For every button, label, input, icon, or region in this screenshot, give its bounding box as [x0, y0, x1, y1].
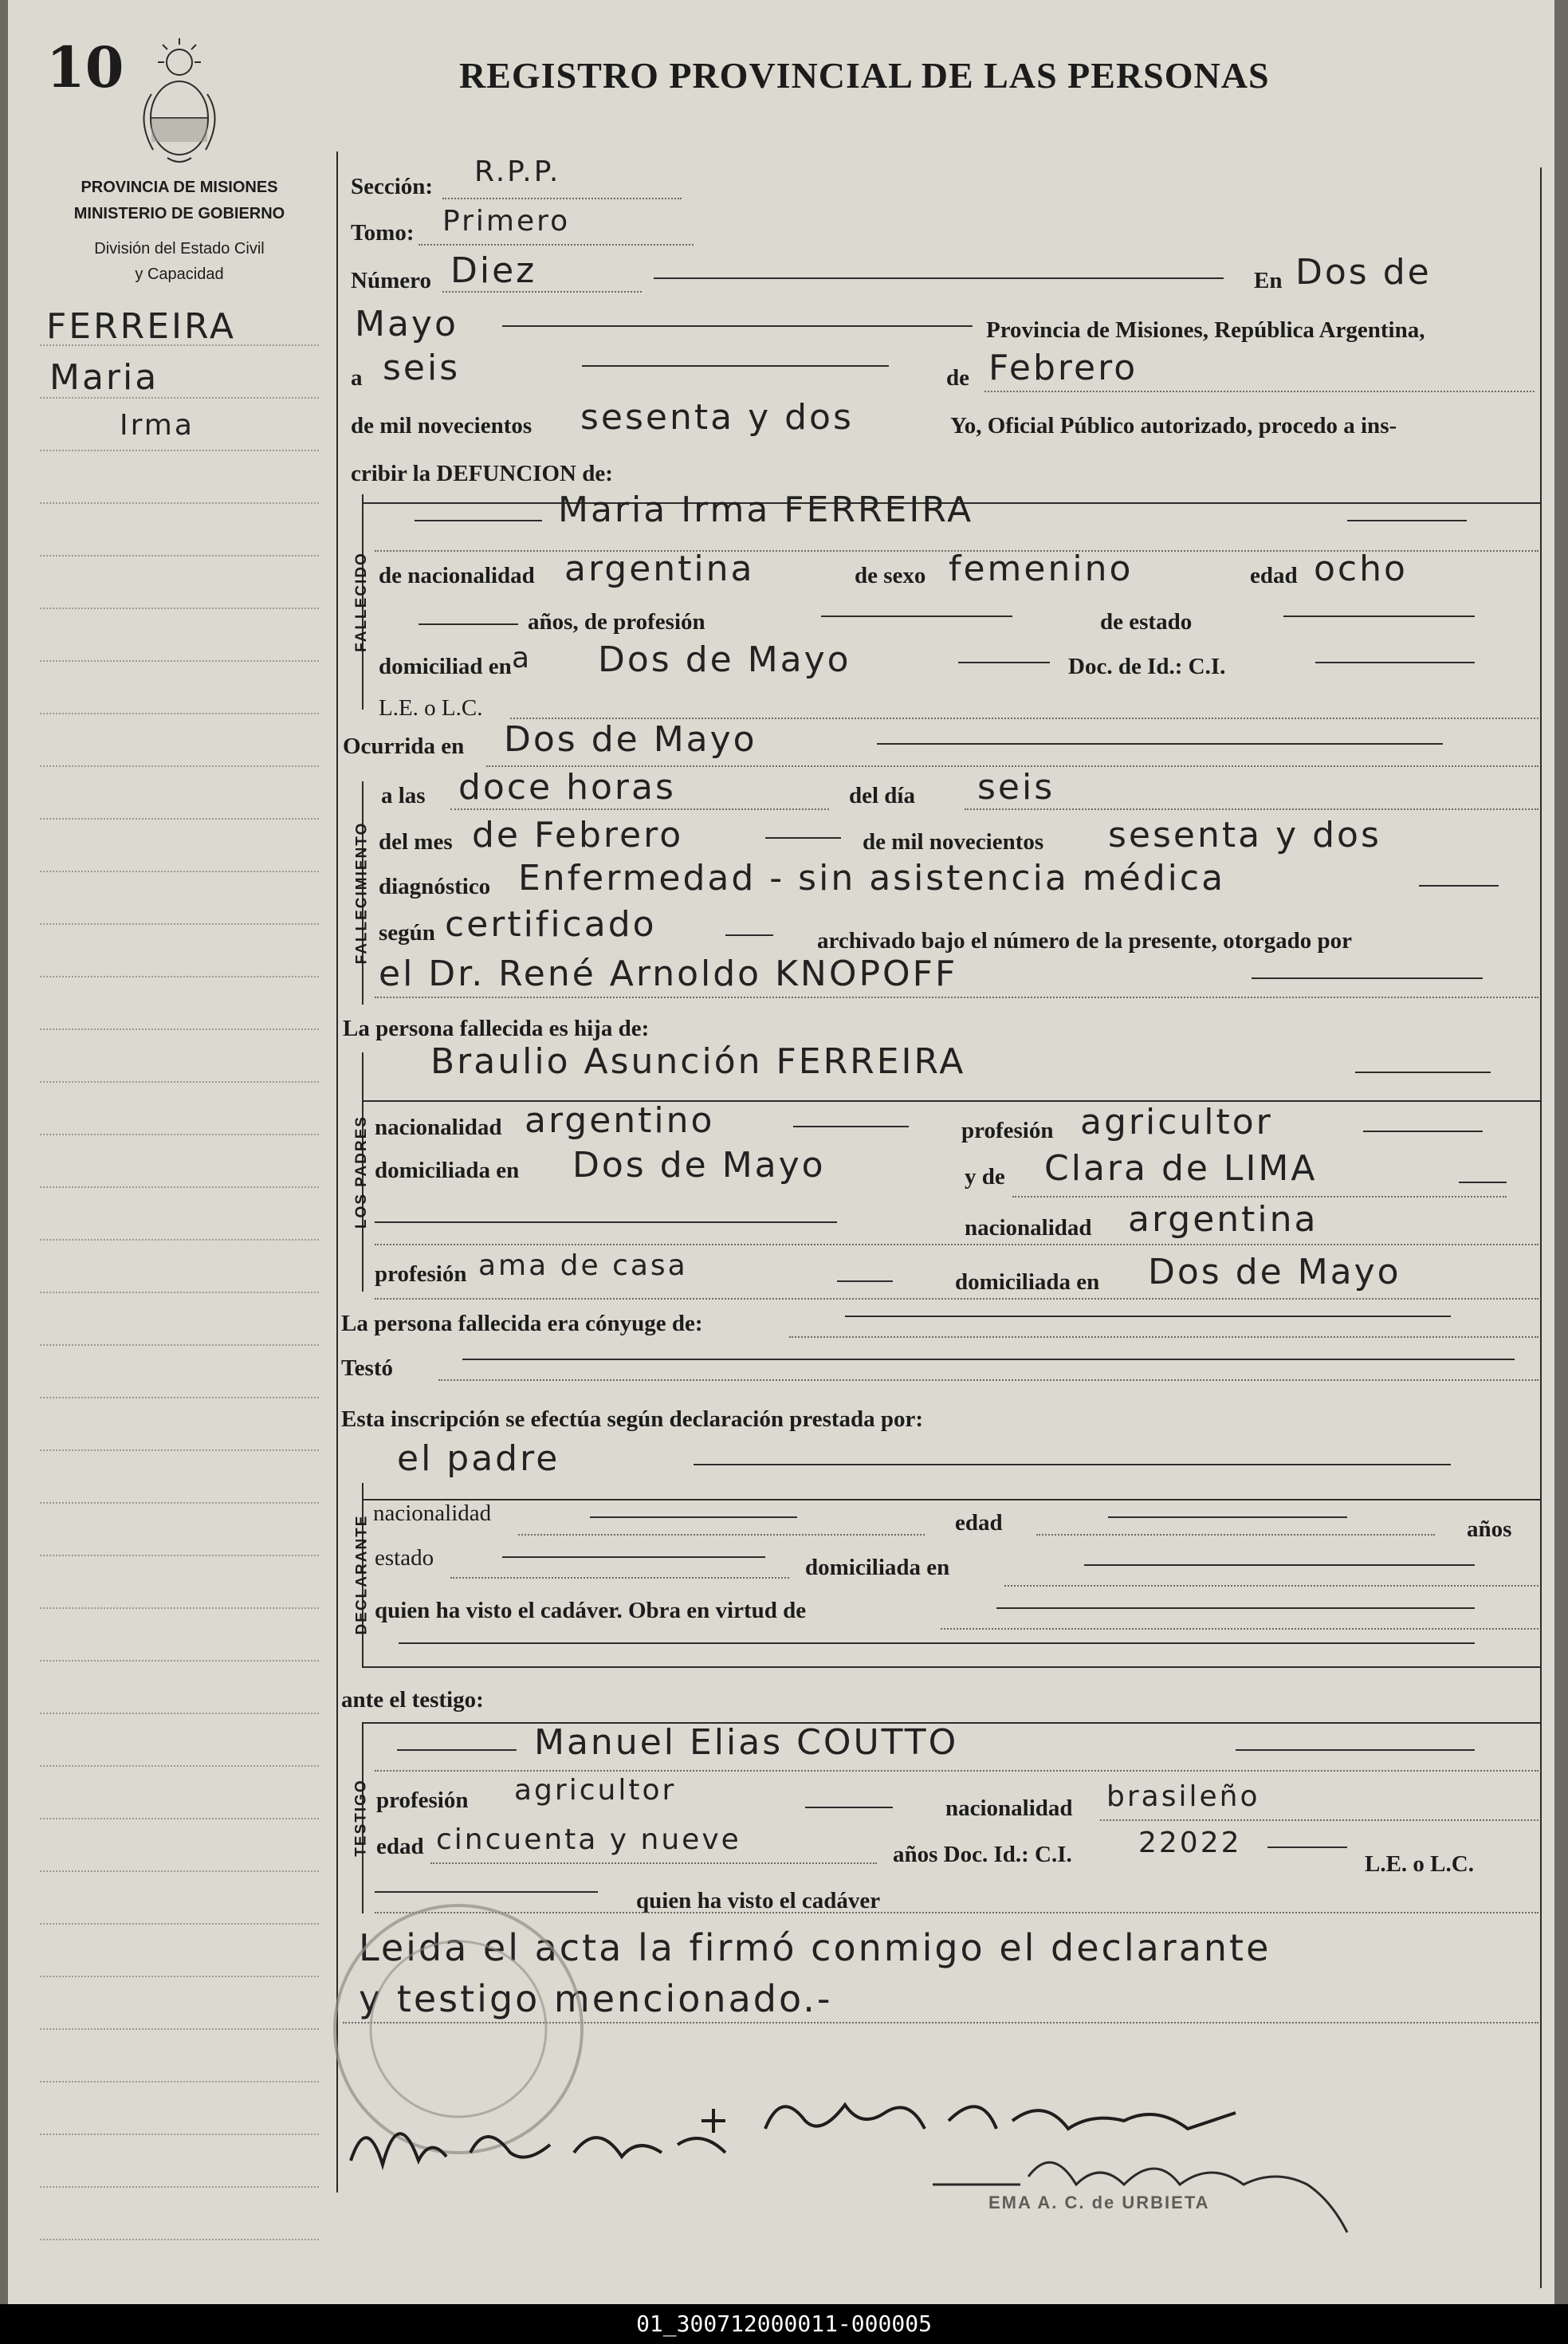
value-testigo: Manuel Elias COUTTO	[534, 1722, 959, 1763]
margin-line	[40, 1660, 319, 1662]
blank	[450, 1577, 789, 1579]
dash	[1236, 1749, 1475, 1751]
value-nacionalidad: argentina	[564, 549, 755, 589]
margin-middle-name: Irma	[120, 409, 195, 442]
value-padre-dom: Dos de Mayo	[572, 1145, 826, 1186]
margin-line	[40, 1607, 319, 1609]
margin-first-name: Maria	[49, 357, 159, 398]
margin-line	[40, 1870, 319, 1872]
dash	[877, 743, 1443, 745]
margin-line	[40, 2239, 319, 2240]
blank	[965, 808, 1539, 810]
label-le-lc-testigo: L.E. o L.C.	[1365, 1851, 1474, 1877]
margin-line	[40, 555, 319, 557]
dash	[502, 325, 973, 327]
label-diagnostico: diagnóstico	[379, 874, 491, 899]
capacity-label: y Capacidad	[135, 265, 224, 283]
dash	[958, 662, 1050, 663]
blank	[941, 1628, 1539, 1630]
dash	[694, 1464, 1451, 1465]
blank	[438, 1379, 1539, 1381]
value-ocurrida: Dos de Mayo	[504, 719, 757, 760]
label-anios-decl: años	[1467, 1516, 1512, 1542]
value-padre: Braulio Asunción FERREIRA	[430, 1041, 966, 1082]
label-provincia: Provincia de Misiones, República Argentina,	[986, 317, 1425, 343]
margin-line	[40, 1502, 319, 1504]
label-nacionalidad: de nacionalidad	[379, 563, 535, 588]
value-medico: el Dr. René Arnoldo KNOPOFF	[379, 954, 958, 994]
label-a: a	[351, 365, 363, 391]
blank	[375, 1298, 1539, 1300]
dash	[415, 520, 542, 521]
margin-line	[40, 1081, 319, 1083]
dash	[1347, 520, 1467, 521]
value-testigo-ci: 22022	[1138, 1827, 1242, 1859]
dash	[419, 623, 518, 625]
label-domiciliada: domiciliad en	[379, 654, 512, 679]
file-name-footer: 01_300712000011-000005	[0, 2304, 1568, 2344]
dash	[1419, 885, 1499, 887]
national-coat-of-arms	[136, 38, 223, 166]
label-doc-id: Doc. de Id.: C.I.	[1068, 654, 1226, 679]
dash	[821, 615, 1012, 617]
section-declarante: DECLARANTE	[353, 1514, 371, 1635]
dash	[1252, 977, 1483, 979]
label-anios-doc: años Doc. Id.: C.I.	[893, 1842, 1072, 1867]
section-fallecido: FALLECIDO	[353, 552, 371, 652]
label-profesion-padre: profesión	[961, 1118, 1054, 1143]
label-conyuge: La persona fallecida era cónyuge de:	[341, 1311, 703, 1336]
margin-line	[40, 1397, 319, 1398]
value-madre-dom: Dos de Mayo	[1148, 1252, 1401, 1292]
label-edad-decl: edad	[955, 1510, 1003, 1536]
label-archivado: archivado bajo el número de la presente, otorgado por	[817, 928, 1353, 954]
dash	[462, 1359, 1515, 1360]
margin-line	[40, 765, 319, 767]
margin-line	[40, 344, 319, 346]
dash	[375, 1891, 598, 1893]
label-estado-decl: estado	[375, 1545, 434, 1571]
value-lugar: Dos de	[1295, 252, 1432, 293]
margin-line	[40, 397, 319, 399]
main-left-border	[336, 151, 338, 2193]
label-le-lc: L.E. o L.C.	[379, 695, 483, 721]
label-nacionalidad-testigo: nacionalidad	[945, 1795, 1073, 1821]
label-domiciliada-madre: domiciliada en	[955, 1269, 1100, 1295]
rule	[362, 1499, 1540, 1500]
label-a-las: a las	[381, 783, 426, 808]
value-padre-nac: argentino	[525, 1100, 715, 1141]
dash	[375, 1221, 837, 1223]
label-cribir: cribir la DEFUNCION de:	[351, 461, 613, 486]
label-hija-de: La persona fallecida es hija de:	[343, 1016, 650, 1041]
margin-line	[40, 818, 319, 820]
value-testigo-nac: brasileño	[1106, 1780, 1260, 1813]
value-edad: ocho	[1314, 549, 1408, 589]
margin-line	[40, 871, 319, 872]
margin-line	[40, 923, 319, 925]
value-sexo: femenino	[949, 549, 1134, 589]
dash	[837, 1280, 893, 1282]
value-hora: doce horas	[458, 767, 676, 808]
margin-line	[40, 976, 319, 977]
label-profesion-testigo: profesión	[376, 1787, 469, 1813]
value-mes-fall: de Febrero	[472, 815, 684, 855]
value-declarante: el padre	[397, 1438, 560, 1479]
value-testigo-edad: cincuenta y nueve	[436, 1823, 741, 1856]
label-nacionalidad-madre: nacionalidad	[965, 1215, 1092, 1241]
dash	[805, 1807, 893, 1808]
margin-surname: FERREIRA	[46, 306, 236, 347]
section-padres: LOS PADRES	[353, 1115, 371, 1229]
label-segun: según	[379, 920, 435, 946]
margin-line	[40, 1186, 319, 1188]
dash	[590, 1516, 797, 1518]
label-edad: edad	[1250, 563, 1298, 588]
value-nombre: Maria Irma FERREIRA	[558, 490, 974, 530]
blank	[430, 1862, 877, 1864]
margin-line	[40, 608, 319, 609]
margin-line	[40, 2081, 319, 2082]
value-certificado: certificado	[445, 904, 657, 945]
label-en: En	[1254, 268, 1283, 293]
value-numero: Diez	[450, 250, 537, 291]
dash	[793, 1126, 909, 1127]
label-seccion: Sección:	[351, 174, 434, 199]
label-anios-profesion: años, de profesión	[528, 609, 705, 635]
blank	[789, 1336, 1539, 1338]
label-nacionalidad-padre: nacionalidad	[375, 1115, 502, 1140]
document-title: REGISTRO PROVINCIAL DE LAS PERSONAS	[459, 55, 1270, 96]
label-del-dia: del día	[849, 783, 915, 808]
margin-line	[40, 2134, 319, 2135]
signature-witness	[925, 2129, 1371, 2240]
label-del-mes: del mes	[379, 829, 453, 855]
margin-line	[40, 1028, 319, 1030]
dash	[502, 1556, 765, 1558]
label-de-mil-fall: de mil novecientos	[863, 829, 1044, 855]
label-edad-testigo: edad	[376, 1834, 424, 1859]
dash	[654, 277, 1224, 279]
value-madre-nac: argentina	[1128, 1199, 1318, 1240]
value-testigo-prof: agricultor	[514, 1774, 677, 1807]
label-domiciliada-padre: domiciliada en	[375, 1158, 520, 1183]
margin-line	[40, 660, 319, 662]
label-numero: Número	[351, 268, 431, 293]
margin-line	[40, 1923, 319, 1925]
page-number: 10	[46, 34, 124, 100]
value-padre-prof: agricultor	[1080, 1102, 1273, 1143]
margin-line	[40, 502, 319, 504]
dash	[1355, 1072, 1491, 1073]
blank	[1012, 1196, 1507, 1198]
label-de-mil: de mil novecientos	[351, 413, 532, 439]
margin-line	[40, 713, 319, 714]
margin-line	[40, 2028, 319, 2030]
margin-line	[40, 1555, 319, 1556]
label-ocurrida: Ocurrida en	[343, 733, 465, 759]
dash	[582, 365, 889, 367]
label-y-de: y de	[965, 1164, 1005, 1190]
value-dia: seis	[383, 348, 461, 388]
label-oficial: Yo, Oficial Público autorizado, procedo a ins-	[950, 413, 1397, 439]
margin-line	[40, 1976, 319, 1977]
closing-text-line1: Leida el acta la firmó conmigo el declarante	[359, 1926, 1271, 1969]
label-estado: de estado	[1100, 609, 1193, 635]
label-testo: Testó	[341, 1355, 393, 1381]
margin-line	[40, 1449, 319, 1451]
main-right-border	[1540, 167, 1542, 2288]
ministry-label: MINISTERIO DE GOBIERNO	[73, 205, 285, 222]
blank	[442, 291, 642, 293]
value-dia-fall: seis	[977, 767, 1055, 808]
label-sexo: de sexo	[855, 563, 926, 588]
dash	[1283, 615, 1475, 617]
dash	[996, 1607, 1475, 1609]
blank	[1100, 1819, 1539, 1821]
value-domicilio-suffix: a	[512, 642, 532, 674]
label-domiciliada-decl: domiciliada en	[805, 1555, 950, 1580]
label-de: de	[946, 365, 969, 391]
dash	[1315, 662, 1475, 663]
blank	[450, 808, 829, 810]
dash	[1108, 1516, 1347, 1518]
section-testigo: TESTIGO	[353, 1779, 370, 1857]
dash	[845, 1316, 1451, 1317]
dash	[399, 1642, 1475, 1644]
blank	[518, 1534, 925, 1536]
margin-line	[40, 1713, 319, 1714]
blank	[375, 997, 1539, 998]
division-label: División del Estado Civil	[94, 240, 265, 258]
dash	[765, 837, 841, 839]
value-anio-fall: sesenta y dos	[1108, 815, 1381, 855]
rule	[362, 1666, 1540, 1668]
blank	[375, 1244, 1539, 1245]
value-mes: Febrero	[988, 348, 1138, 388]
value-seccion: R.P.P.	[474, 155, 561, 188]
label-profesion-madre: profesión	[375, 1261, 467, 1287]
value-lugar2: Mayo	[355, 304, 458, 344]
label-inscripcion: Esta inscripción se efectúa según declaración prestada por:	[341, 1406, 924, 1432]
margin-line	[40, 1344, 319, 1346]
value-madre: Clara de LIMA	[1044, 1148, 1318, 1189]
value-tomo: Primero	[442, 205, 571, 238]
dash	[1459, 1182, 1507, 1183]
label-tomo: Tomo:	[351, 220, 415, 246]
margin-line	[40, 1765, 319, 1767]
dash	[725, 934, 773, 936]
value-domicilio: Dos de Mayo	[598, 639, 851, 680]
blank	[1036, 1534, 1435, 1536]
margin-line	[40, 1134, 319, 1135]
value-diagnostico: Enfermedad - sin asistencia médica	[518, 858, 1226, 899]
section-fallecimiento: FALLECIMIENTO	[353, 821, 370, 965]
closing-text-line2: y testigo mencionado.-	[359, 1977, 833, 2020]
province-label: PROVINCIA DE MISIONES	[81, 179, 278, 196]
official-name-stamp: EMA A. C. de URBIETA	[988, 2193, 1210, 2212]
margin-line	[40, 1239, 319, 1241]
dash	[397, 1749, 517, 1751]
register-page	[8, 0, 1554, 2304]
margin-line	[40, 450, 319, 451]
blank	[419, 244, 694, 246]
margin-line	[40, 1292, 319, 1293]
blank	[442, 198, 682, 199]
margin-line	[40, 1818, 319, 1819]
dash	[1267, 1846, 1347, 1848]
dash	[1363, 1131, 1483, 1132]
label-nacionalidad-decl: nacionalidad	[373, 1500, 492, 1526]
value-anio: sesenta y dos	[580, 397, 854, 438]
label-quien-cadaver: quien ha visto el cadáver. Obra en virtud de	[375, 1598, 807, 1623]
dash	[1084, 1564, 1475, 1566]
blank	[375, 1770, 1539, 1772]
margin-line	[40, 2186, 319, 2188]
label-quien-visto: quien ha visto el cadáver	[636, 1888, 881, 1913]
blank	[984, 391, 1535, 392]
blank	[1004, 1585, 1539, 1587]
label-ante-testigo: ante el testigo:	[341, 1687, 484, 1713]
value-madre-prof: ama de casa	[478, 1249, 688, 1282]
